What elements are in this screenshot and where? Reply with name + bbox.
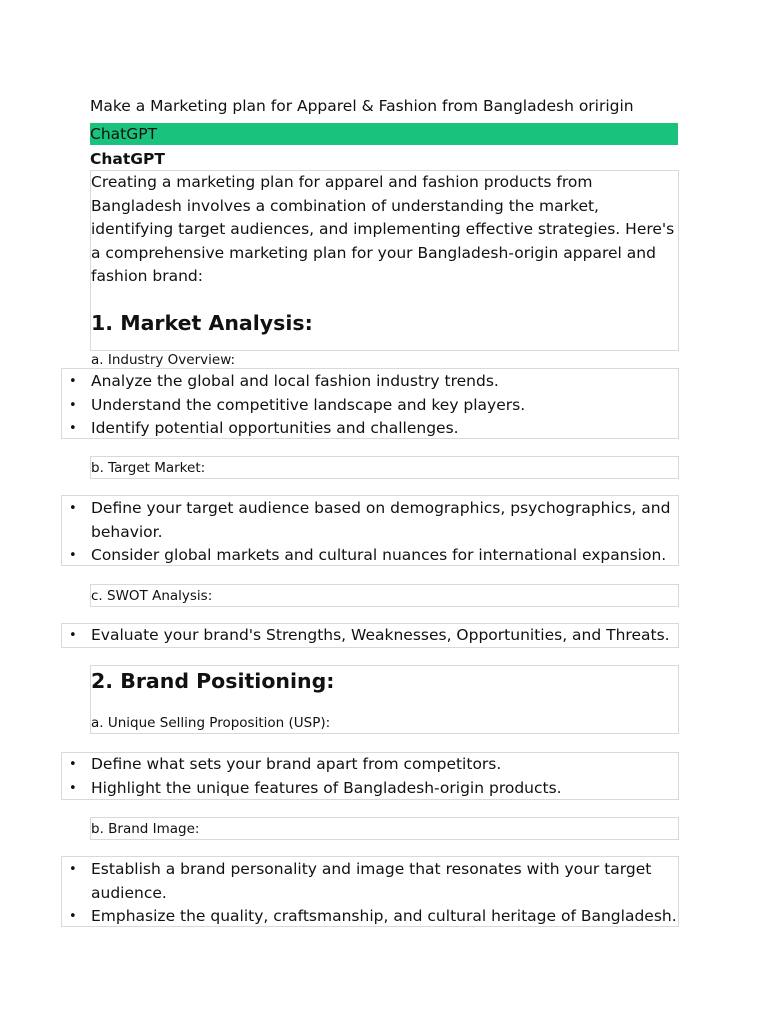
list-item: • Establish a brand personality and image that resonates with your target audience. <box>62 858 678 905</box>
list-item: • Define your target audience based on demographics, psychographics, and behavior. <box>62 497 678 544</box>
subheading-industry-overview: a. Industry Overview: <box>91 351 236 368</box>
section-heading-market-analysis: 1. Market Analysis: <box>91 310 313 335</box>
list-item: • Understand the competitive landscape and key players. <box>62 394 678 418</box>
user-prompt: Make a Marketing plan for Apparel & Fashion from Bangladesh oririgin <box>90 97 634 115</box>
section-heading-brand-positioning: 2. Brand Positioning: <box>91 669 335 693</box>
industry-overview-list <box>61 368 679 439</box>
subheading-brand-image: b. Brand Image: <box>91 821 200 837</box>
target-market-list <box>61 495 679 566</box>
subheading-swot-box <box>90 584 679 607</box>
list-item: • Identify potential opportunities and challenges. <box>62 417 678 441</box>
list-item: • Highlight the unique features of Bangladesh-origin products. <box>62 777 678 801</box>
brand-positioning-block <box>90 665 679 734</box>
chatgpt-bar-label: ChatGPT <box>90 125 158 143</box>
subheading-target-market: b. Target Market: <box>91 460 206 476</box>
subheading-swot-analysis: c. SWOT Analysis: <box>91 588 213 604</box>
chatgpt-header-bar <box>90 123 678 145</box>
intro-block <box>90 170 679 368</box>
list-item: • Emphasize the quality, craftsmanship, and cultural heritage of Bangladesh. <box>62 905 678 929</box>
speaker-name: ChatGPT <box>90 150 165 168</box>
list-item: • Evaluate your brand's Strengths, Weaknesses, Opportunities, and Threats. <box>62 624 678 648</box>
list-item: • Consider global markets and cultural nuances for international expansion. <box>62 544 678 568</box>
usp-list <box>61 752 679 800</box>
list-item: • Define what sets your brand apart from competitors. <box>62 753 678 777</box>
subheading-usp: a. Unique Selling Proposition (USP): <box>91 715 331 731</box>
list-item: • Analyze the global and local fashion industry trends. <box>62 370 678 394</box>
intro-paragraph: Creating a marketing plan for apparel and fashion products from Bangladesh involves a combination of understanding the market, identifying target audiences, and implementing effective strategies. Here's a comprehensive marketing plan for your Bangladesh-origin apparel and fashion brand: <box>91 173 675 285</box>
brand-image-list <box>61 856 679 927</box>
swot-list <box>61 623 679 648</box>
subheading-brand-image-box <box>90 817 679 840</box>
subheading-target-market-box <box>90 456 679 479</box>
